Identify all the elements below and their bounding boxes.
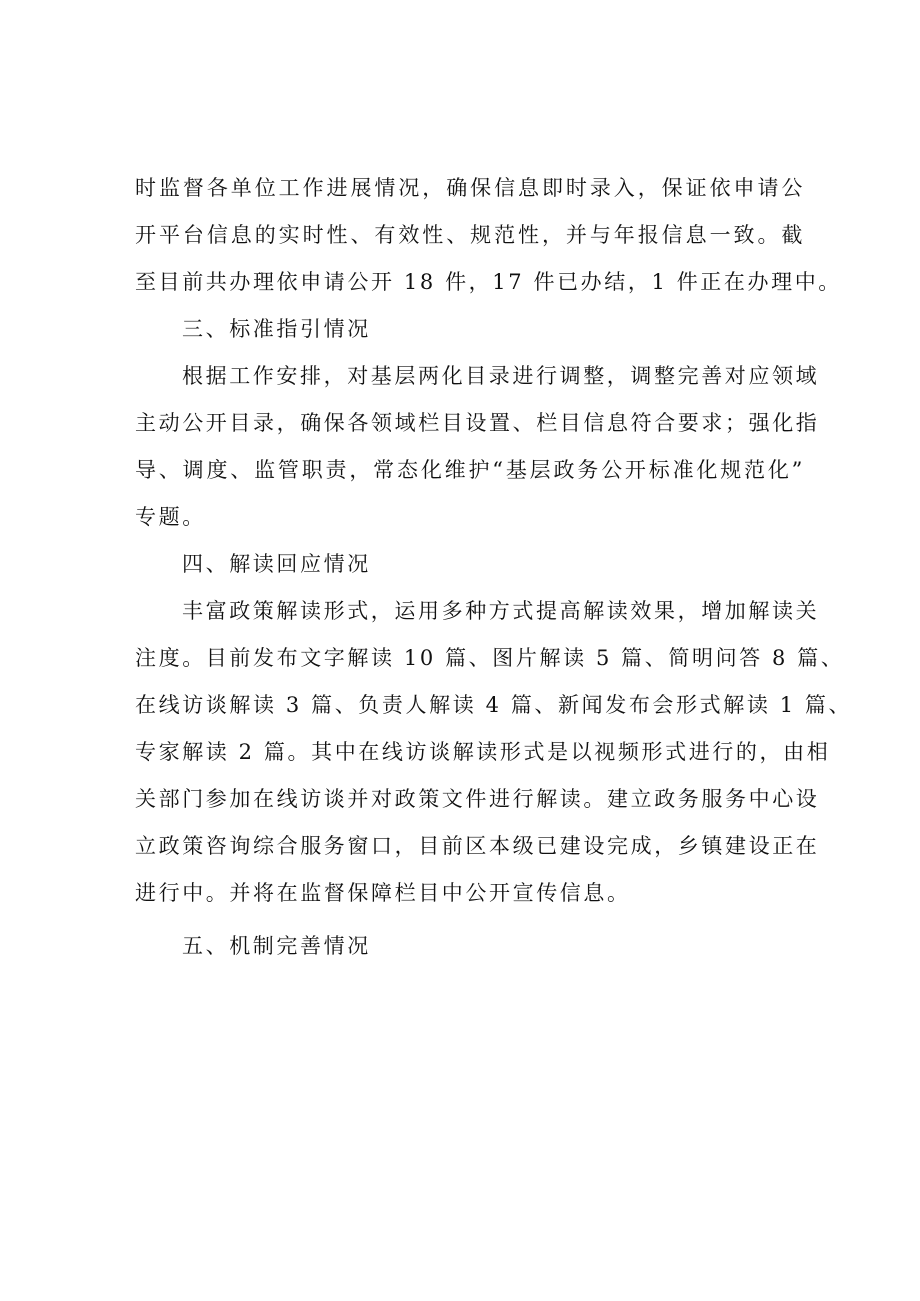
paragraph-3-line-5: 关部门参加在线访谈并对政策文件进行解读。建立政务服务中心设 xyxy=(135,787,820,811)
section-heading-4: 四、解读回应情况 xyxy=(182,552,371,576)
section-heading-3: 三、标准指引情况 xyxy=(182,317,371,341)
paragraph-1-line-2: 开平台信息的实时性、有效性、规范性，并与年报信息一致。截 xyxy=(135,223,805,247)
paragraph-1-line-1: 时监督各单位工作进展情况，确保信息即时录入，保证依申请公 xyxy=(135,176,805,200)
paragraph-1-line-3: 至目前共办理依申请公开 18 件，17 件已办结，1 件正在办理中。 xyxy=(135,270,842,294)
paragraph-3-line-2: 注度。目前发布文字解读 10 篇、图片解读 5 篇、简明问答 8 篇、 xyxy=(135,646,845,670)
paragraph-3-line-4: 专家解读 2 篇。其中在线访谈解读形式是以视频形式进行的，由相 xyxy=(135,740,831,764)
paragraph-2-line-2: 主动公开目录，确保各领域栏目设置、栏目信息符合要求；强化指 xyxy=(135,411,820,435)
paragraph-2-line-3: 导、调度、监管职责，常态化维护“基层政务公开标准化规范化” xyxy=(135,458,805,482)
paragraph-3-line-1: 丰富政策解读形式，运用多种方式提高解读效果，增加解读关 xyxy=(182,599,820,623)
paragraph-3-line-3: 在线访谈解读 3 篇、负责人解读 4 篇、新闻发布会形式解读 1 篇、 xyxy=(135,693,853,717)
section-heading-5: 五、机制完善情况 xyxy=(182,934,371,958)
paragraph-2-line-4: 专题。 xyxy=(135,505,206,529)
paragraph-2-line-1: 根据工作安排，对基层两化目录进行调整，调整完善对应领域 xyxy=(182,364,820,388)
paragraph-3-line-6: 立政策咨询综合服务窗口，目前区本级已建设完成，乡镇建设正在 xyxy=(135,834,820,858)
paragraph-3-line-7: 进行中。并将在监督保障栏目中公开宣传信息。 xyxy=(135,881,631,905)
